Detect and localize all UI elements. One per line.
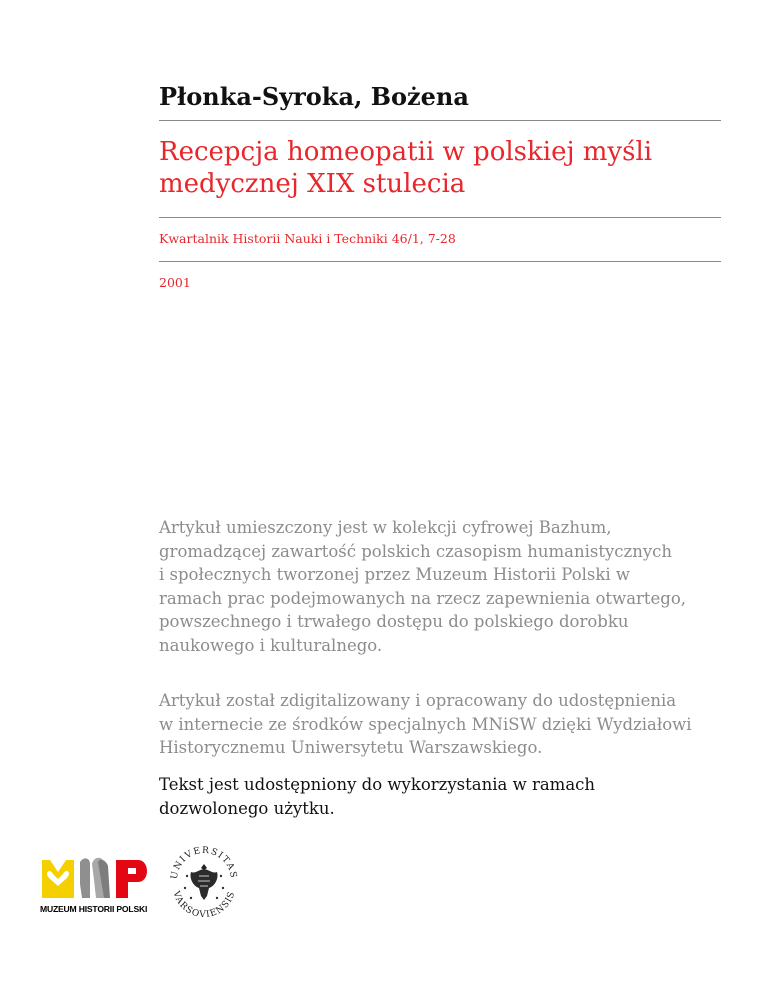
paragraph-line: i społecznych tworzonej przez Muzeum Historii Polski w	[159, 565, 631, 584]
universitas-varsoviensis-seal	[163, 836, 245, 920]
paragraph-line: ramach prac podejmowanych na rzecz zapewnienia otwartego,	[159, 588, 687, 608]
muzeum-historii-polski-logo	[40, 854, 152, 920]
paragraph-line: naukowego i kulturalnego.	[159, 635, 383, 655]
divider-rule	[159, 261, 721, 262]
divider-rule	[159, 120, 721, 121]
paragraph-line: dozwolonego użytku.	[159, 798, 335, 818]
digitization-notice-paragraph	[159, 689, 734, 760]
divider-rule	[159, 217, 721, 218]
article-title-line: medycznej XIX stulecia	[159, 169, 466, 199]
article-title-line: Recepcja homeopatii w polskiej myśli	[159, 137, 653, 167]
paragraph-line: Historycznemu Uniwersytetu Warszawskiego.	[159, 738, 543, 757]
usage-notice-paragraph	[159, 773, 734, 820]
paragraph-line: gromadzącej zawartość polskich czasopism humanistycznych	[159, 541, 673, 561]
eagle-seal-icon	[163, 836, 245, 920]
article-title	[159, 136, 719, 200]
paragraph-line: Tekst jest udostępniony do wykorzystania w ramach	[159, 775, 596, 794]
paragraph-line: Artykuł umieszczony jest w kolekcji cyfrowej Bazhum,	[159, 518, 612, 537]
mhp-logo-mark	[40, 854, 152, 902]
paragraph-line: Artykuł został zdigitalizowany i opracowany do udostępnienia	[159, 691, 677, 710]
publication-year: 2001	[159, 275, 191, 290]
mhp-logo-text: MUZEUM HISTORII POLSKI	[40, 904, 148, 914]
paragraph-line: powszechnego i trwałego dostępu do polskiego dorobku	[159, 612, 629, 631]
journal-citation: Kwartalnik Historii Nauki i Techniki 46/1, 7-28	[159, 231, 456, 246]
seal-arc-top: UNIVERSITAS	[169, 845, 239, 881]
author-name: Płonka-Syroka, Bożena	[159, 82, 469, 111]
seal-arc-bottom: VARSOVIENSIS	[170, 889, 238, 920]
collection-notice-paragraph	[159, 516, 734, 657]
paragraph-line: w internecie ze środków specjalnych MNiSW dzięki Wydziałowi	[159, 714, 692, 734]
